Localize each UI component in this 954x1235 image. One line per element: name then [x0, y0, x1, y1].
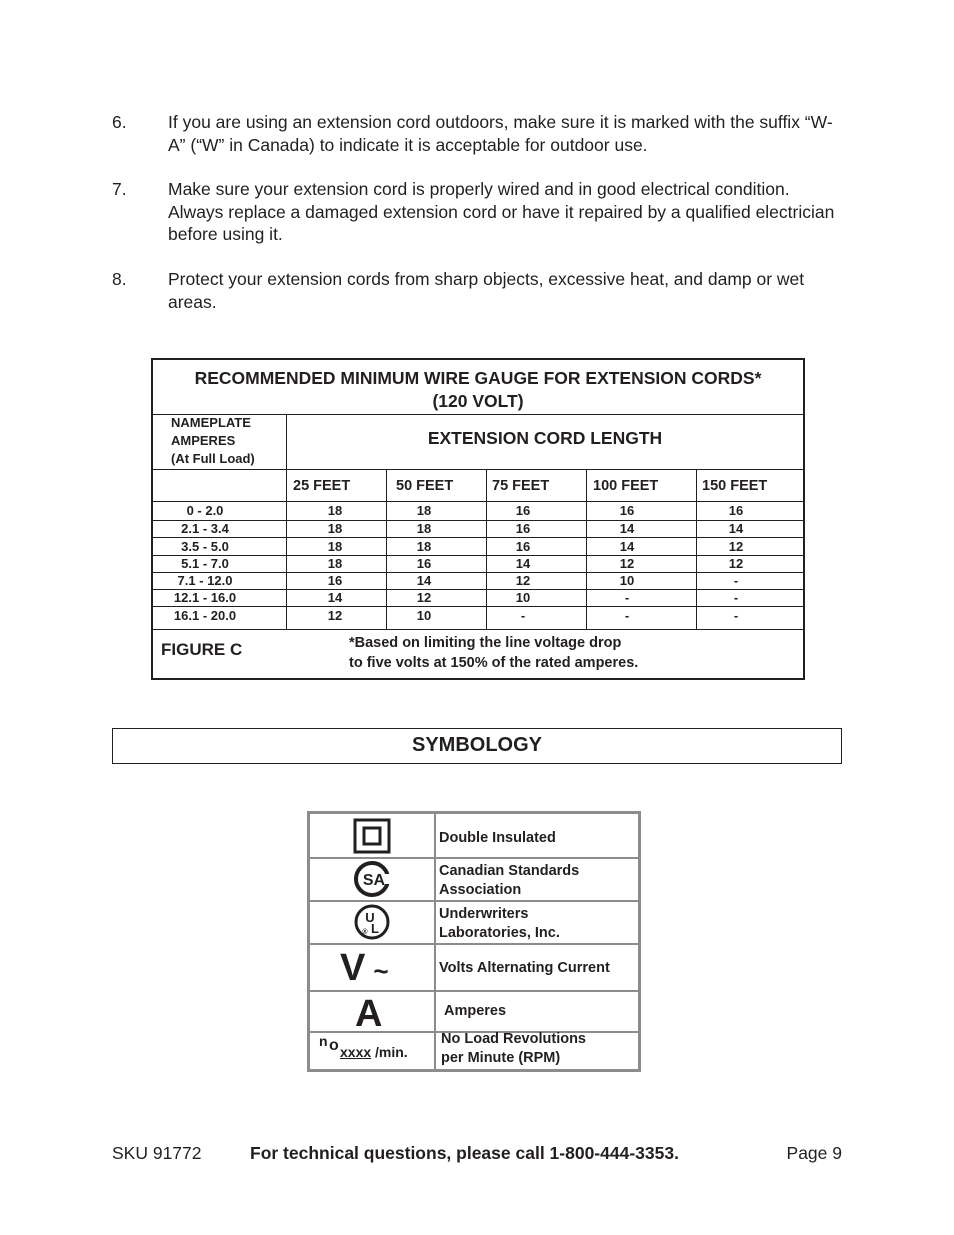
instruction-8 [112, 268, 842, 313]
extension-cord-length-header: EXTENSION CORD LENGTH [427, 428, 663, 448]
gauge-value-cell: - [733, 590, 739, 605]
gauge-value-cell: 18 [327, 556, 343, 571]
amperage-range-cell: 5.1 - 7.0 [181, 556, 229, 571]
double-insulated-icon [310, 814, 434, 857]
symbol-label-volts-ac: Volts Alternating Current [439, 960, 610, 976]
instruction-number: 7. [112, 179, 127, 199]
instruction-number: 6. [112, 112, 127, 132]
amperage-range-cell: 2.1 - 3.4 [181, 521, 229, 536]
gauge-value-cell: 16 [515, 539, 531, 554]
gauge-value-cell: - [733, 608, 739, 623]
symbol-label-no-load-rpm: No Load Revolutions per Minute (RPM) [441, 1031, 586, 1066]
instruction-text: Make sure your extension cord is properly wired and in good electrical condition. Always replace a damaged extension cord or have it repaired by a qualified electrician before using it. [168, 179, 835, 244]
footer-sku: SKU 91772 [112, 1143, 202, 1163]
symbol-label-ul: Underwriters Laboratories, Inc. [439, 906, 560, 941]
gauge-value-cell: - [624, 608, 630, 623]
gauge-value-cell: 16 [515, 503, 531, 518]
gauge-value-cell: 18 [327, 521, 343, 536]
gauge-value-cell: 18 [327, 503, 343, 518]
instruction-number: 8. [112, 269, 127, 289]
gauge-value-cell: 18 [327, 539, 343, 554]
gauge-value-cell: 16 [327, 573, 343, 588]
instruction-7 [112, 178, 842, 246]
gauge-value-cell: 12 [416, 590, 432, 605]
symbol-label-csa: Canadian Standards Association [439, 863, 580, 898]
gauge-value-cell: 10 [619, 573, 635, 588]
table-footnote: *Based on limiting the line voltage drop to five volts at 150% of the rated amperes. [349, 635, 639, 671]
svg-text:SA: SA [362, 871, 386, 889]
wire-gauge-table [151, 358, 805, 680]
amperage-range-cell: 0 - 2.0 [186, 503, 224, 518]
gauge-value-cell: - [520, 608, 526, 623]
volts-ac-icon: V ~ [340, 947, 389, 989]
symbology-heading: SYMBOLOGY [112, 728, 842, 764]
gauge-value-cell: 14 [619, 521, 635, 536]
gauge-value-cell: 12 [619, 556, 635, 571]
column-header-75-feet: 75 FEET [492, 478, 550, 494]
amperes-icon: A [355, 993, 383, 1035]
symbol-label-double-insulated: Double Insulated [439, 830, 556, 846]
column-header-100-feet: 100 FEET [593, 478, 659, 494]
svg-text:®: ® [362, 928, 368, 936]
gauge-value-cell: 18 [416, 503, 432, 518]
amperage-range-cell: 16.1 - 20.0 [173, 608, 237, 623]
gauge-value-cell: 16 [728, 503, 744, 518]
gauge-value-cell: - [733, 573, 739, 588]
table-title: RECOMMENDED MINIMUM WIRE GAUGE FOR EXTENSION CORDS* (120 VOLT) [194, 368, 762, 411]
gauge-value-cell: 14 [728, 521, 744, 536]
gauge-value-cell: - [624, 590, 630, 605]
amperage-range-cell: 12.1 - 16.0 [173, 590, 237, 605]
column-header-50-feet: 50 FEET [396, 478, 454, 494]
footer-technical-phone: For technical questions, please call 1-800-444-3353. [250, 1143, 679, 1163]
symbol-label-amperes: Amperes [444, 1003, 507, 1019]
gauge-value-cell: 18 [416, 539, 432, 554]
gauge-value-cell: 10 [515, 590, 531, 605]
svg-text:L: L [371, 920, 379, 936]
column-header-25-feet: 25 FEET [293, 478, 351, 494]
gauge-value-cell: 12 [728, 539, 744, 554]
gauge-value-cell: 12 [327, 608, 343, 623]
gauge-value-cell: 12 [728, 556, 744, 571]
amperage-range-cell: 3.5 - 5.0 [181, 539, 229, 554]
gauge-value-cell: 16 [619, 503, 635, 518]
svg-text:U: U [365, 909, 375, 925]
gauge-value-cell: 14 [416, 573, 432, 588]
figure-label: FIGURE C [161, 640, 243, 659]
nameplate-amperes-header: NAMEPLATE AMPERES (At Full Load) [171, 415, 255, 466]
amperage-range-cell: 7.1 - 12.0 [177, 573, 233, 588]
gauge-value-cell: 14 [515, 556, 531, 571]
instruction-text: If you are using an extension cord outdoors, make sure it is marked with the suffix “W-A” (“W” in Canada) to indicate it is acceptable for outdoor use. [168, 112, 833, 155]
gauge-value-cell: 18 [416, 521, 432, 536]
column-header-150-feet: 150 FEET [702, 478, 768, 494]
instruction-text: Protect your extension cords from sharp objects, excessive heat, and damp or wet areas. [168, 269, 805, 312]
csa-icon [310, 857, 434, 900]
gauge-value-cell: 16 [515, 521, 531, 536]
gauge-value-cell: 12 [515, 573, 531, 588]
instruction-6 [112, 111, 842, 156]
ul-icon [310, 900, 434, 943]
gauge-value-cell: 16 [416, 556, 432, 571]
gauge-value-cell: 14 [619, 539, 635, 554]
gauge-value-cell: 14 [327, 590, 343, 605]
symbology-table: Double Insulated SA Canadian Standards Association U L ® Underwriters Laboratories, Inc. V ~ Volts Alternating Current A Amperes n o xxxx /min. No Load Revolutions per Minute (RPM) [307, 811, 641, 1072]
gauge-value-cell: 10 [416, 608, 432, 623]
footer-page-number: Page 9 [786, 1143, 842, 1163]
